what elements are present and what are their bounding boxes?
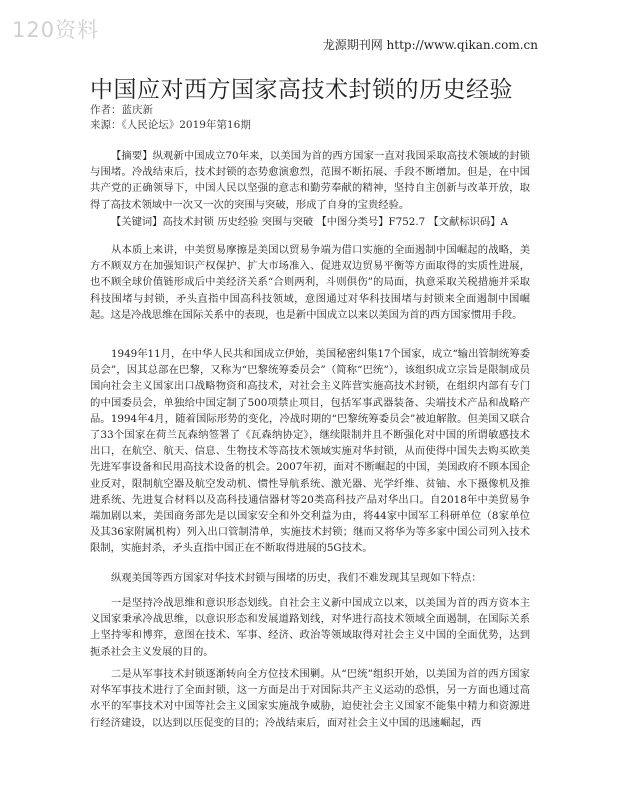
watermark-text: 120资料 [12,18,100,42]
body-paragraph: 从本质上来讲，中美贸易摩擦是美国以贸易争端为借口实施的全面遏制中国崛起的战略，美方不顾双方在加强知识产权保护、扩大市场准入、促进双边贸易平衡等方面取得的实质性进展，也不顾全球价值链形成后中美经济关系“合则两利，斗则俱伤”的局面，执意采取关税措施并采取科技围堵与封锁，矛头直指中国高科技领域，意图通过对华科技围堵与封锁来全面遏制中国崛起。这是冷战思维在国际关系中的表现，也是新中国成立以来以美国为首的西方国家惯用手段。 [90,244,530,321]
article-title: 中国应对西方国家高技术封锁的历史经验 [90,77,513,103]
body-paragraph: 1949年11月，在中华人民共和国成立伊始，美国秘密纠集17个国家，成立“输出管制统筹委员会”，因其总部在巴黎，又称为“巴黎统筹委员会”（简称“巴统”），该组织成立宗旨是限制成员国向社会主义国家出口战略物资和高技术，对社会主义阵营实施高技术封锁，在组织内部有专门的中国委员会，单独给中国定制了500项禁止项目，包括军事武器装备、尖端技术产品和战略产品。1994年4月，随着国际形势的变化，冷战时期的“巴黎统筹委员会”被迫解散。但美国又联合了33个国家在荷兰瓦森纳签署了《瓦森纳协定》，继续限制并且不断强化对中国的所谓敏感技术出口，在航空、航天、信息、生物技术等高技术领域实施对华封锁，从而使得中国失去购买欧美先进军事设备和民用高技术设备的机会。2007年初，面对不断崛起的中国，美国政府不顾本国企业反对，限制航空器及航空发动机、惯性导航系统、激光器、光学纤维、贫铀、水下摄像机及推进系统、先进复合材料以及高科技通信器材等20类高科技产品对华出口。自2018年中美贸易争端加剧以来，美国商务部先是以国家安全和外交利益为由，将44家中国军工科研单位（8家单位及其36家附属机构）列入出口管制清单，实施技术封锁；继而又将华为等多家中国公司列入技术限制，实施封杀，矛头直指中国正在不断取得进展的5G技术。 [90,348,530,555]
keywords-line: 【关键词】高技术封锁 历史经验 突围与突破 【中图分类号】F752.7 【文献标识码】A [111,216,508,228]
body-paragraph: 一是坚持冷战思维和意识形态划线。自社会主义新中国成立以来，以美国为首的西方资本主义国家秉承冷战思维，以意识形态和发展道路划线，对华进行高技术领域全面遏制，在国际关系上坚持零和博弈，意图在技术、军事、经济、政治等领域取得对社会主义中国的全面优势，达到扼杀社会主义发展的目的。 [90,597,530,658]
body-paragraph: 纵观美国等西方国家对华技术封锁与围堵的历史，我们不难发现其呈现如下特点： [111,572,482,584]
author-line: 作者：蓝庆新 [90,104,153,116]
site-header: 龙源期刊网 http://www.qikan.com.cn [322,38,538,52]
source-line: 来源：《人民论坛》2019年第16期 [90,119,251,131]
body-paragraph: 二是从军事技术封锁逐渐转向全方位技术围剿。从“巴统”组织开始，以美国为首的西方国家对华军事技术进行了全面封锁，这一方面是出于对国际共产主义运动的恐惧，另一方面也通过高水平的军事技术对中国等社会主义国家实施战争威胁，迫使社会主义国家不能集中精力和资源进行经济建设，以达到以压促变的目的；冷战结束后，面对社会主义中国的迅速崛起，西 [90,668,530,729]
abstract-paragraph: 【摘要】纵观新中国成立70年来，以美国为首的西方国家一直对我国采取高技术领域的封锁与围堵。冷战结束后，技术封锁的态势愈演愈烈，范围不断拓展、手段不断增加。但是，在中国共产党的正确领导下，中国人民以坚强的意志和勤劳奉献的精神，坚持自主创新与改革开放，取得了高技术领域中一次又一次的突围与突破，形成了自身的宝贵经验。 [90,150,530,211]
